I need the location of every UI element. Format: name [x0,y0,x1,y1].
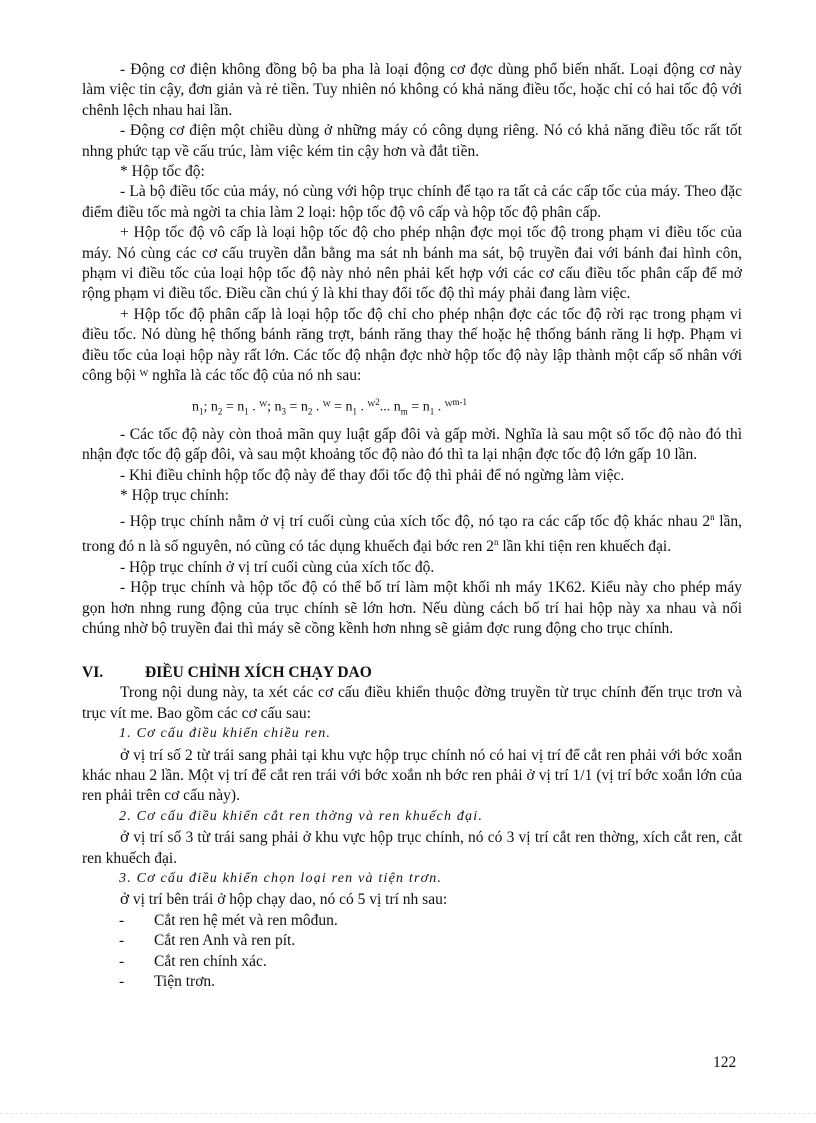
paragraph: - Hộp trục chính và hộp tốc độ có thể bố trí làm một khối nh máy 1K62. Kiểu này cho phép máy gọn hơn nhng rung động của trục chính sẽ lớn hơn. Nếu dùng cách bố trí hai hộp này xa nhau và nối chúng nhờ bộ truyền đai thì máy sẽ cồng kềnh hơn nhng sẽ giảm đợc rung động cho trục chính. [82,579,742,637]
paragraph: - Hộp trục chính nằm ở vị trí cuối cùng của xích tốc độ, nó tạo ra các cấp tốc độ khác nhau 2$^n$ lần, trong đó n là số nguyên, nó cũng có tác dụng khuếch đại bớc ren 2$^n$ lần khi tiện ren khuếch đại. [82,511,743,556]
paragraph: - Là bộ điều tốc của máy, nó cùng với hộp trục chính để tạo ra tất cả các cấp tốc của máy. Theo đặc điểm điều tốc mà ngời ta chia làm 2 loại: hộp tốc độ vô cấp và hộp tốc độ phân cấp. [82,183,742,221]
geometric-series-formula: $n_1$; $n_2 = n_1$ . ᵂ; $n_3 = n_2$ . ᵂ = $n_1$ . ᵂ$^2$... $n_m = n_1$ . ᵂ$^{m-1}$ [192,396,467,416]
subheading: 3. Cơ cấu điều khiển chọn loại ren và tiện trơn. [119,870,443,886]
list-item: - Cắt ren hệ mét và ren môđun. [119,911,338,929]
paragraph: ở vị trí số 2 từ trái sang phải tại khu vực hộp trục chính nó có hai vị trí để cắt ren phải với bớc xoắn khác nhau 2 lần. Một vị trí để cắt ren trái với bớc xoắn nh bớc ren phải ở vị trí 1/1 (vị trí bớc xoắn lớn của ren phải trên cơ cấu này). [82,744,743,805]
paragraph: - Khi điều chỉnh hộp tốc độ này để thay đổi tốc độ thì phải để nó ngừng làm việc. [120,466,625,484]
paragraph: - Hộp trục chính ở vị trí cuối cùng của xích tốc độ. [120,558,435,576]
section-heading [82,663,742,683]
page-number: 122 [713,1054,737,1071]
paragraph: + Hộp tốc độ phân cấp là loại hộp tốc độ chỉ cho phép nhận đợc các tốc độ rời rạc trong phạm vi điều tốc. Nó dùng hệ thống bánh răng trợt, bánh răng thay thế hoặc hệ thống bánh răng li hợp. Phạm vi điều tốc của loại hộp này rất lớn. Các tốc độ nhận đợc nhờ hộp tốc độ này lập thành một cấp số nhân với công bội ᵂ nghĩa là các tốc độ của nó nh sau: [82,305,742,385]
list-item: - Cắt ren chính xác. [119,952,267,970]
paragraph: Trong nội dung này, ta xét các cơ cấu điều khiển thuộc đờng truyền từ trục chính đến trục trơn và trục vít me. Bao gồm các cơ cấu sau: [82,684,742,722]
subheading: 1. Cơ cấu điều khiển chiều ren. [119,726,332,742]
page-bottom-rule [0,1113,816,1114]
paragraph: ở vị trí số 3 từ trái sang phải ở khu vực hộp trục chính, nó có 3 vị trí cắt ren thờng, xích cắt ren, cắt ren khuếch đại. [82,827,743,867]
section-title: ĐIỀU CHỈNH XÍCH CHẠY DAO [145,664,372,682]
paragraph: * Hộp trục chính: [120,487,229,505]
list-item: - Cắt ren Anh và ren pít. [119,932,296,950]
paragraph: ở vị trí bên trái ở hộp chạy dao, nó có 5 vị trí nh sau: [120,889,448,909]
paragraph: - Các tốc độ này còn thoả mãn quy luật gấp đôi và gấp mời. Nghĩa là sau một số tốc độ nào đó thì nhận đợc tốc độ gấp đôi, và sau một khoảng tốc độ nào đó thì ta lại nhận đợc tốc độ lớn gấp 10 lần. [82,425,742,464]
paragraph: - Động cơ điện không đồng bộ ba pha là loại động cơ đợc dùng phổ biến nhất. Loại động cơ này làm việc tin cậy, đơn giản và rẻ tiền. Tuy nhiên nó không có khả năng điều tốc, hoặc chỉ có hai tốc độ với chênh lệch nhau hai lần. [82,61,742,119]
list-item: - Tiện trơn. [119,973,216,991]
paragraph: - Động cơ điện một chiều dùng ở những máy có công dụng riêng. Nó có khả năng điều tốc rất tốt nhng phức tạp về cấu trúc, làm việc kém tin cậy hơn và đắt tiền. [82,122,742,160]
subheading: 2. Cơ cấu điều khiển cắt ren thờng và ren khuếch đại. [119,808,484,824]
paragraph: * Hộp tốc độ: [120,163,205,181]
document-page [82,60,742,992]
paragraph: + Hộp tốc độ vô cấp là loại hộp tốc độ cho phép nhận đợc mọi tốc độ trong phạm vi điều tốc của máy. Nó cùng các cơ cấu truyền dẫn bằng ma sát nh bánh ma sát, bộ truyền đai với bánh đai hình côn, phạm vi điều tốc của loại hộp tốc độ này nhỏ nên phải kết hợp với các cơ cấu điều tốc phân cấp để mở rộng phạm vi điều tốc. Điều cần chú ý là khi thay đổi tốc độ thì máy phải đang làm việc. [82,224,742,303]
section-number: VI. [82,664,104,682]
